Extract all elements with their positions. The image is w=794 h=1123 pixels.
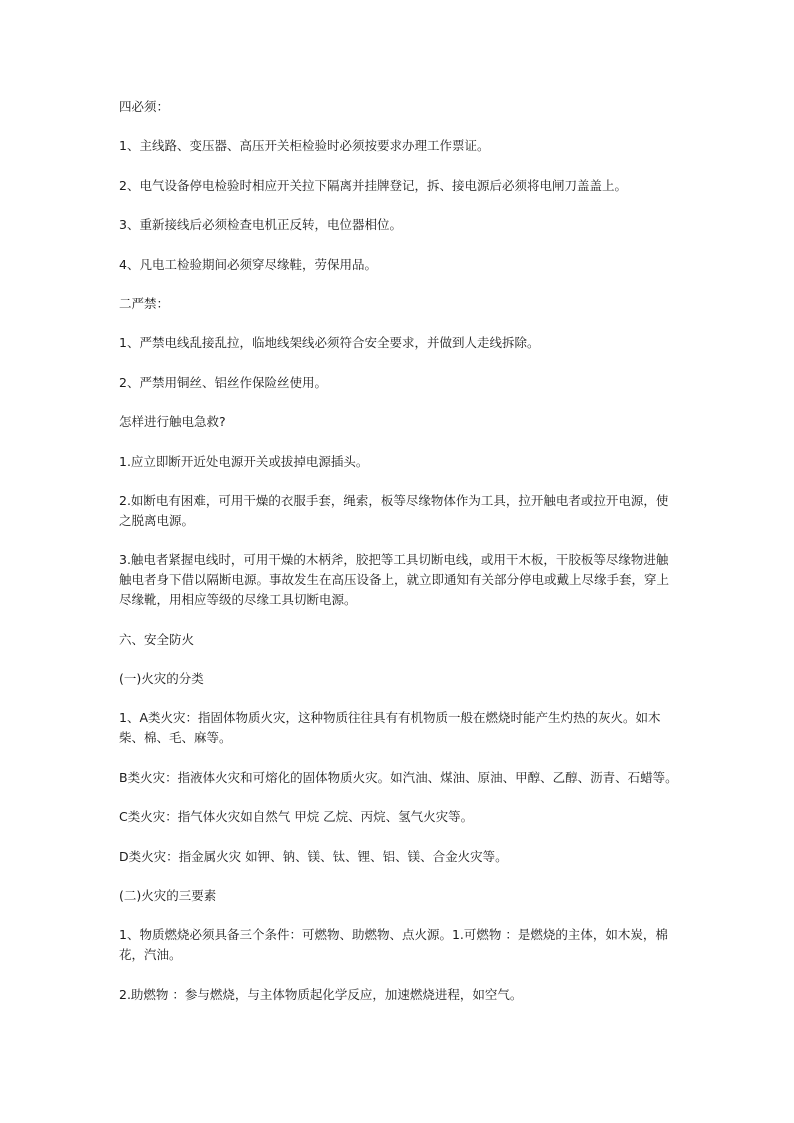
document-body [119, 97, 679, 1024]
paragraph: 2.助燃物 ：参与燃烧，与主体物质起化学反应，加速燃烧进程，如空气。 [119, 986, 523, 1002]
paragraph: 1.应立即断开近处电源开关或拔掉电源插头。 [119, 453, 369, 469]
subsection-heading-fire-classification: (一)火灾的分类 [119, 671, 204, 687]
paragraph: B类火灾：指液体火灾和可熔化的固体物质火灾。如汽油、煤油、原油、甲醇、乙醇、沥青、石蜡等。 [119, 769, 678, 785]
paragraph: 1、A类火灾：指固体物质火灾，这种物质往往具有有机物质一般在燃烧时能产生灼热的灰火。如木柴、棉、毛、麻等。 [119, 710, 661, 746]
paragraph: 2、严禁用铜丝、铝丝作保险丝使用。 [119, 374, 327, 390]
paragraph: 1、主线路、变压器、高压开关柜检验时必须按要求办理工作票证。 [119, 138, 490, 154]
section-heading-four-musts: 四必须： [119, 99, 170, 114]
paragraph: 2.如断电有困难，可用干燥的衣服手套，绳索，板等尽缘物体作为工具，拉开触电者或拉开电源，使之脱离电源。 [119, 492, 669, 528]
subsection-heading-fire-three-elements: (二)火灾的三要素 [119, 888, 217, 904]
paragraph: 1、物质燃烧必须具备三个条件：可燃物、助燃物、点火源。1.可燃物 ：是燃烧的主体，如木炭，棉花，汽油。 [119, 927, 668, 963]
section-heading-electric-shock-rescue: 怎样进行触电急救? [119, 414, 226, 430]
paragraph: 4、凡电工检验期间必须穿尽缘鞋，劳保用品。 [119, 256, 377, 272]
paragraph: C类火灾：指气体火灾如自然气 甲烷 乙烷、丙烷、氢气火灾等。 [119, 809, 474, 825]
paragraph: 2、电气设备停电检验时相应开关拉下隔离并挂牌登记，拆、接电源后必须将电闸刀盖盖上。 [119, 177, 627, 193]
paragraph: 3.触电者紧握电线时，可用干燥的木柄斧，胶把等工具切断电线，或用干木板，干胶板等尽缘物进触触电者身下借以隔断电源。事故发生在高压设备上，就立即通知有关部分停电或戴上尽缘手套，穿上尽缘靴，用相应等级的尽缘工具切断电源。 [119, 552, 670, 608]
paragraph: 3、重新接线后必须检查电机正反转，电位器相位。 [119, 217, 402, 233]
paragraph: 1、严禁电线乱接乱拉，临地线架线必须符合安全要求，并做到人走线拆除。 [119, 335, 540, 351]
section-heading-two-prohibitions: 二严禁： [119, 295, 170, 311]
paragraph: D类火灾：指金属火灾 如钾、钠、镁、钛、锂、铝、镁、合金火灾等。 [119, 848, 508, 864]
section-heading-fire-safety: 六、安全防火 [119, 631, 195, 647]
